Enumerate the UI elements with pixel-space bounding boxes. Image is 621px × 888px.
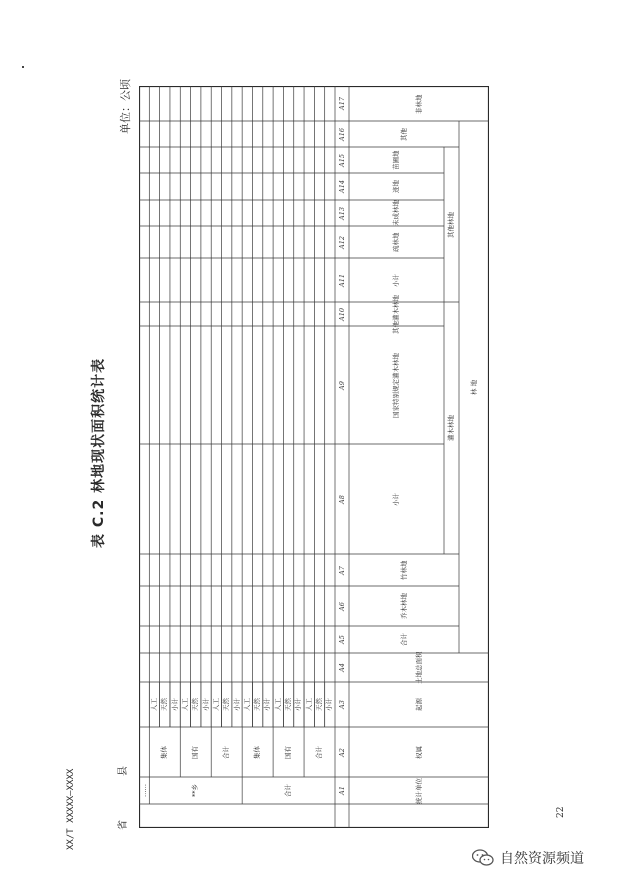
- header-total-land-area: 土地总面积: [414, 651, 423, 684]
- header-shrub-subtotal: 小计: [392, 492, 400, 506]
- row-origin-label: 小计: [201, 698, 210, 711]
- column-code: A8: [337, 494, 346, 504]
- header-special-shrub: 国家特别规定灌木林地: [392, 352, 400, 418]
- row-unit-label: **乡: [191, 784, 200, 797]
- row-origin-label: 人工: [149, 698, 158, 711]
- row-origin-label: 天然: [222, 698, 231, 711]
- row-origin-label: 天然: [160, 698, 169, 711]
- column-code: A1: [337, 786, 346, 795]
- column-code: A5: [337, 635, 346, 644]
- row-origin-label: 小计: [232, 698, 241, 711]
- column-code: A7: [337, 565, 346, 575]
- header-shrub-forest: 灌木林地: [447, 415, 455, 441]
- row-ownership-label: 集体: [253, 745, 262, 759]
- row-ownership-label: 国有: [191, 745, 200, 759]
- page-number: 22: [556, 806, 566, 818]
- header-unestablished: 未成林地: [392, 200, 400, 226]
- header-other-subtotal: 小计: [392, 273, 400, 287]
- wechat-icon: [472, 849, 494, 867]
- county-label: 县: [118, 766, 129, 776]
- header-other-shrub: 其他灌木林地: [392, 294, 400, 334]
- row-origin-label: 人工: [180, 698, 189, 711]
- table-frame: [140, 87, 489, 828]
- header-bamboo-forest: 竹林地: [399, 560, 408, 580]
- row-unit-label: 合计: [284, 784, 293, 797]
- header-forest-land: 林 地: [469, 379, 478, 395]
- scan-speck: [22, 66, 24, 68]
- row-ownership-label: 国有: [284, 745, 293, 759]
- column-code: A6: [337, 601, 346, 611]
- header-sparse-forest: 疏林地: [392, 232, 400, 252]
- table-title: 表 C.2 林地现状面积统计表: [91, 357, 107, 548]
- header-trail-land: 迹地: [392, 180, 400, 193]
- column-code: A4: [337, 663, 346, 672]
- row-origin-label: 人工: [304, 698, 313, 711]
- column-code: A10: [337, 307, 346, 321]
- header-other: 其他: [399, 127, 408, 141]
- column-code: A17: [337, 97, 346, 110]
- watermark-text: 自然资源频道: [500, 851, 584, 867]
- column-code: A2: [337, 747, 346, 757]
- header-arbor-forest: 乔木林地: [399, 593, 408, 619]
- header-total: 合计: [399, 633, 408, 646]
- header-nursery: 苗圃地: [392, 150, 400, 170]
- forest-area-table: [139, 86, 489, 828]
- row-unit-label: ……: [139, 784, 148, 797]
- column-code: A14: [337, 180, 346, 193]
- row-origin-label: 天然: [315, 698, 324, 711]
- document-code: XX/T XXXXX—XXXX: [66, 768, 76, 850]
- row-origin-label: 小计: [294, 698, 303, 711]
- column-code: A3: [337, 700, 346, 709]
- row-origin-label: 天然: [253, 698, 262, 711]
- column-code: A11: [337, 273, 346, 287]
- row-origin-label: 小计: [170, 698, 179, 711]
- row-origin-label: 天然: [191, 698, 200, 711]
- column-code: A13: [337, 206, 346, 220]
- row-origin-label: 小计: [325, 698, 334, 711]
- row-ownership-label: 合计: [315, 745, 324, 759]
- unit-label: 单位：公顷: [119, 79, 132, 134]
- column-code: A12: [337, 235, 346, 249]
- header-other-forest: 其他林地: [447, 211, 455, 238]
- row-ownership-label: 集体: [160, 745, 169, 759]
- row-origin-label: 人工: [273, 698, 282, 711]
- watermark: [472, 846, 584, 870]
- row-ownership-label: 合计: [222, 745, 231, 759]
- column-code: A16: [337, 127, 346, 141]
- row-origin-label: 小计: [263, 698, 272, 711]
- province-label: 省: [118, 820, 129, 830]
- column-code: A15: [337, 153, 346, 167]
- header-stat-unit: 统计单位: [414, 777, 423, 804]
- row-origin-label: 天然: [284, 698, 293, 711]
- header-ownership: 权属: [414, 745, 423, 759]
- column-code: A9: [337, 380, 346, 390]
- row-origin-label: 人工: [242, 698, 251, 711]
- header-origin: 起源: [414, 698, 423, 711]
- header-non-forest: 非林地: [414, 94, 423, 114]
- table-grid: [139, 86, 489, 828]
- row-origin-label: 人工: [211, 698, 220, 711]
